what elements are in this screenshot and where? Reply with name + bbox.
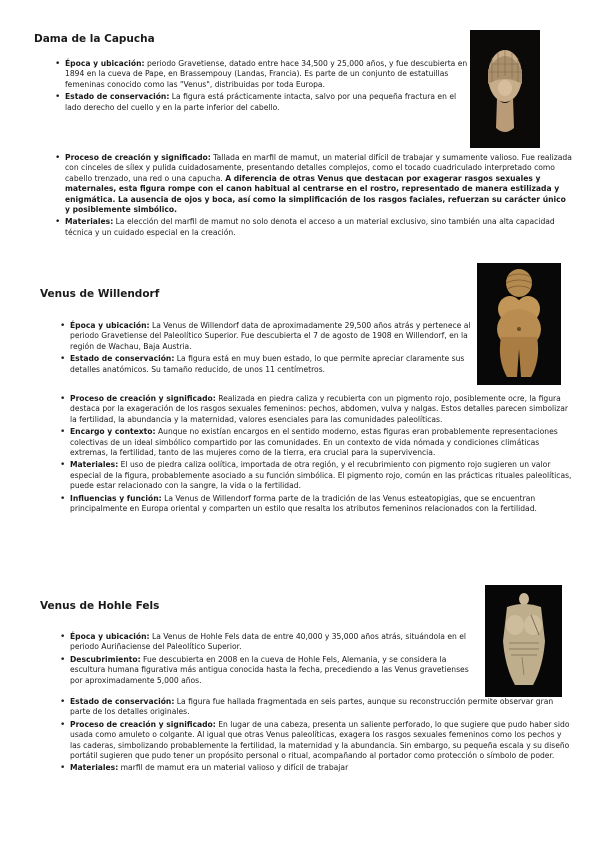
list-item: • Proceso de creación y significado: Tallada en marfil de mamut, un material difícil de trabajar y sumamente valioso. Fue realizada con cinceles de sílex y pulida cuidadosamente, presentando detalles complejos, como el tocado cuadriculado interpretado como cabello trenzado, una red o una capucha. A diferencia de otras Venus que destacan por exagerar rasgos sexuales y maternales, esta figura rompe con el canon habitual al centrarse en el rostro, representado de manera estilizada y enigmática. La ausencia de ojos y boca, así como la simplificación de los rasgos faciales, refuerzan su carácter único y posiblemente simbólico.	[65, 153, 573, 215]
venus-de-willendorf-photo	[477, 263, 561, 385]
list-item: • Materiales: El uso de piedra caliza oolítica, importada de otra región, y el recubrimiento con pigmento rojo sugieren un valor especial de la figura, probablemente asociado a su función simbólica. El pigmento rojo, común en las prácticas rituales paleolíticas, puede estar relacionado con la sangre, la vida o la fertilidad.	[70, 460, 573, 491]
list-item: • Estado de conservación: La figura está en muy buen estado, lo que permite apreciar claramente sus detalles anatómicos. Su tamaño reducido, de unos 11 centímetros.	[70, 354, 472, 375]
list-item: • Influencias y función: La Venus de Willendorf forma parte de la tradición de las Venus esteatopigias, que se encuentran principalmente en Europa oriental y comparten un estilo que resalta los atributos femeninos relacionados con la fertilidad.	[70, 494, 573, 515]
list-item: • Época y ubicación: La Venus de Willendorf data de aproximadamente 29,500 años atrás y pertenece al periodo Gravetiense del Paleolítico Superior. Fue descubierta el 7 de agosto de 1908 en Willendorf, en la región de Wachau, Baja Austria.	[70, 321, 472, 352]
section-title-hohle-fels: Venus de Hohle Fels	[40, 600, 160, 612]
list-item: • Proceso de creación y significado: En lugar de una cabeza, presenta un saliente perforado, lo que sugiere que pudo haber sido usada como amuleto o colgante. Al igual que otras Venus paleolíticas, exagera los rasgos sexuales femeninos como los pechos y las caderas, simbolizando probablemente la fertilidad, la maternidad y la abundancia. Sin embargo, su pequeña escala y su diseño portátil sugieren que pudo tener un propósito personal o ritual, acompañando al portador como protección o símbolo de poder.	[70, 720, 573, 762]
list-item: • Descubrimiento: Fue descubierta en 2008 en la cueva de Hohle Fels, Alemania, y se considera la escultura humana figurativa más antigua conocida hasta la fecha, precediendo a las Venus gravetienses por aproximadamente 5,000 años.	[70, 655, 474, 686]
willendorf-list-b	[57, 394, 573, 516]
list-item: • Época y ubicación: La Venus de Hohle Fels data de entre 40,000 y 35,000 años atrás, situándola en el periodo Auriñaciense del Paleolítico Superior.	[70, 632, 474, 653]
dama-list-b	[52, 153, 573, 240]
venus-de-hohle-fels-photo	[485, 585, 562, 697]
list-item: • Materiales: marfil de mamut era un material valioso y difícil de trabajar	[70, 763, 573, 773]
dama-de-la-capucha-photo	[470, 30, 540, 148]
section-title-willendorf: Venus de Willendorf	[40, 288, 160, 300]
list-item: • Materiales: La elección del marfil de mamut no solo denota el acceso a un material exclusivo, sino también una alta capacidad técnica y un cuidado especial en la creación.	[65, 217, 573, 238]
section-title-dama: Dama de la Capucha	[34, 33, 155, 45]
list-item: • Encargo y contexto: Aunque no existían encargos en el sentido moderno, estas figuras eran probablemente representaciones colectivas de un ideal simbólico compartido por las comunidades. En un contexto de vida nómada y condiciones climáticas extremas, la fertilidad, tanto de las mujeres como de la tierra, era crucial para la supervivencia.	[70, 427, 573, 458]
willendorf-list-a	[57, 321, 472, 377]
hohle-fels-list-b	[57, 697, 573, 776]
list-item: • Estado de conservación: La figura está prácticamente intacta, salvo por una pequeña fractura en el lado derecho del cuello y en la parte inferior del cabello.	[65, 92, 473, 113]
dama-list-a	[52, 59, 473, 115]
hohle-fels-list-a	[57, 632, 474, 688]
list-item: • Estado de conservación: La figura fue hallada fragmentada en seis partes, aunque su reconstrucción permite observar gran parte de los detalles originales.	[70, 697, 573, 718]
list-item: • Época y ubicación: periodo Gravetiense, datado entre hace 34,500 y 25,000 años, y fue descubierta en 1894 en la cueva de Pape, en Brassempouy (Landas, Francia). Es parte de un conjunto de estatuillas femeninas conocido como las "Venus", distribuidas por toda Europa.	[65, 59, 473, 90]
list-item: • Proceso de creación y significado: Realizada en piedra caliza y recubierta con un pigmento rojo, posiblemente ocre, la figura destaca por la exageración de los rasgos sexuales femeninos: pechos, abdomen, vulva y nalgas. Estos detalles parecen simbolizar la fertilidad, la abundancia y la maternidad, valores esenciales para las comunidades paleolíticas.	[70, 394, 573, 425]
